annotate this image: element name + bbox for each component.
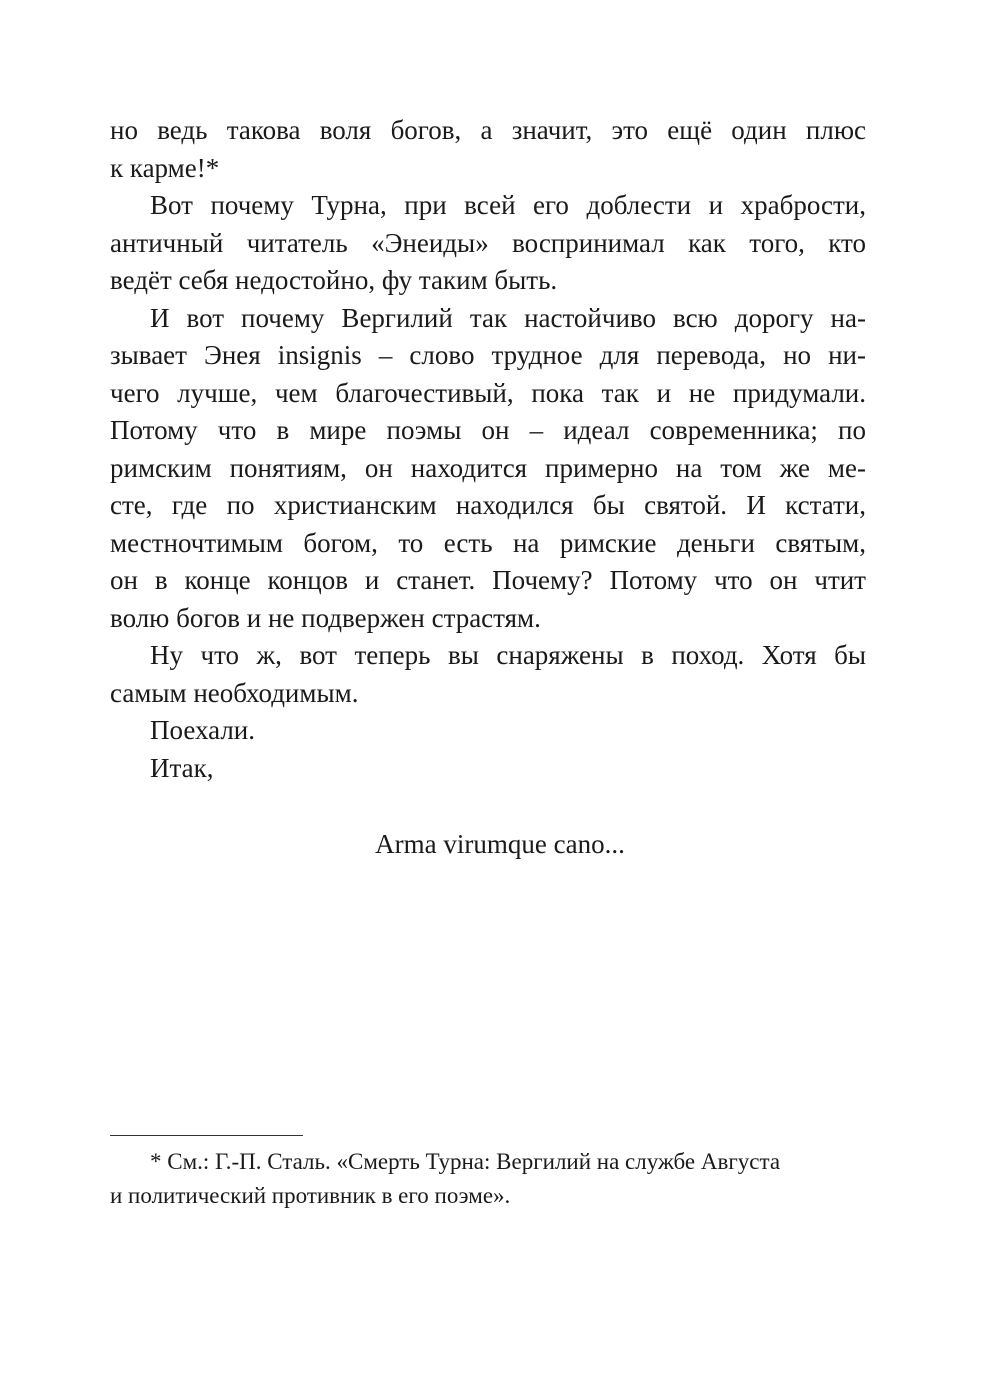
- paragraph-start-line: Вот почему Турна, при всей его доблести и храбрости,: [150, 190, 866, 220]
- text-line: римским понятиям, он находится примерно на том же ме-: [110, 452, 866, 483]
- footnote-divider: [110, 1135, 303, 1136]
- paragraph-start-line: Итак,: [150, 752, 214, 783]
- text-line: античный читатель «Энеиды» воспринимал как того, кто: [110, 227, 866, 258]
- text-line: волю богов и не подвержен страстям.: [110, 602, 541, 633]
- text-line: но ведь такова воля богов, а значит, это ещё один плюс: [110, 115, 866, 145]
- paragraph-start-line: Ну что ж, вот теперь вы снаряжены в поход. Хотя бы: [150, 640, 866, 670]
- text-line: он в конце концов и станет. Почему? Потому что он чтит: [110, 565, 866, 595]
- text-line: чего лучше, чем благочестивый, пока так и не придумали.: [110, 377, 866, 408]
- text-line: местночтимым богом, то есть на римские деньги святым,: [110, 527, 866, 558]
- text-line: к карме!*: [110, 152, 220, 183]
- text-line: Потому что в мире поэмы он – идеал современника; по: [110, 415, 866, 445]
- text-line: сте, где по христианским находился бы святой. И кстати,: [110, 490, 866, 520]
- text-line: самым необходимым.: [110, 677, 359, 708]
- paragraph-start-line: И вот почему Вергилий так настойчиво всю дорогу на-: [150, 302, 866, 333]
- footnote-line: и политический противник в его поэме».: [110, 1183, 511, 1208]
- footnote-line: * См.: Г.-П. Сталь. «Смерть Турна: Вергилий на службе Августа: [150, 1149, 781, 1174]
- epigraph: Arma virumque cano...: [375, 829, 625, 859]
- text-line: зывает Энея insignis – слово трудное для перевода, но ни-: [110, 340, 866, 370]
- body-text: [110, 112, 866, 787]
- text-line: ведёт себя недостойно, фу таким быть.: [110, 265, 558, 295]
- footnote: [110, 1145, 866, 1213]
- paragraph-start-line: Поехали.: [150, 715, 255, 745]
